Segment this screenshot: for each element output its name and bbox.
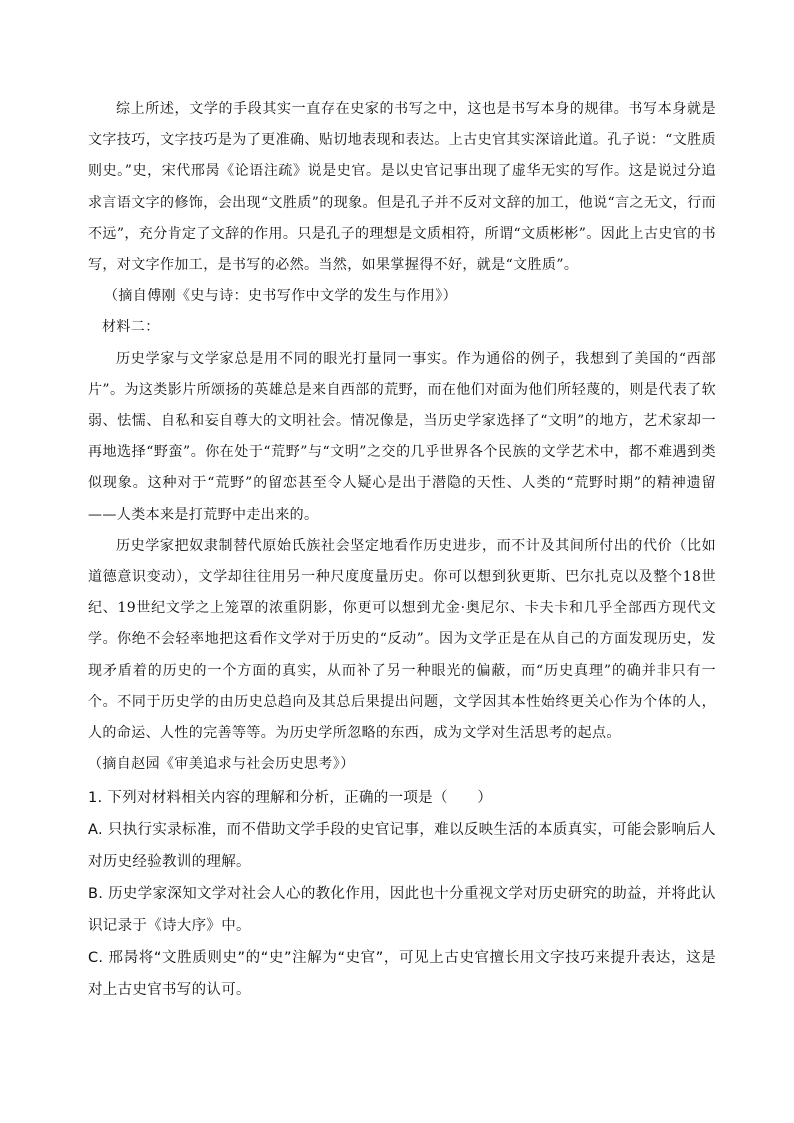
question-1	[88, 782, 716, 1006]
question-1-option-c[interactable]: C. 邢昺将“文胜质则史”的“史”注解为“史官”，可见上古史官擅长用文字技巧来提升表达，这是对上古史官书写的认可。	[88, 950, 716, 999]
question-1-option-a[interactable]: A. 只执行实录标准，而不借助文学手段的史官记事，难以反映生活的本质真实，可能会影响后人对历史经验教训的理解。	[88, 822, 716, 871]
material-two-paragraph-2: 历史学家把奴隶制替代原始氏族社会坚定地看作历史进步，而不计及其间所付出的代价（比如道德意识变动），文学却往往用另一种尺度度量历史。你可以想到狄更斯、巴尔扎克以及整个18世纪、19世纪文学之上笼罩的浓重阴影，你更可以想到尤金·奥尼尔、卡夫卡和几乎全部西方现代文学。你绝不会轻率地把这看作文学对于历史的“反动”。因为文学正是在从自己的方面发现历史，发现矛盾着的历史的一个方面的真实，从而补了另一种眼光的偏蔽，而“历史真理”的确并非只有一个。不同于历史学的由历史总趋向及其总后果提出问题，文学因其本性始终更关心作为个体的人，人的命运、人性的完善等等。为历史学所忽略的东西，成为文学对生活思考的起点。	[88, 537, 716, 742]
document-body	[88, 94, 716, 1006]
question-1-stem: 1. 下列对材料相关内容的理解和分析，正确的一项是（ ）	[88, 790, 493, 807]
material-one-source: （摘自傅刚《史与诗：史书写作中文学的发生与作用》）	[104, 288, 457, 305]
material-two-label: 材料二：	[102, 319, 160, 336]
question-1-option-b[interactable]: B. 历史学家深知文学对社会人心的教化作用，因此也十分重视文学对历史研究的助益，并将此认识记录于《诗大序》中。	[88, 886, 716, 935]
material-two-source: （摘自赵园《审美追求与社会历史思考》）	[88, 756, 355, 773]
material-one-paragraph: 综上所述，文学的手段其实一直存在史家的书写之中，这也是书写本身的规律。书写本身就是文字技巧，文字技巧是为了更准确、贴切地表现和表达。上古史官其实深谙此道。孔子说：“文胜质则史。”史，宋代邢昺《论语注疏》说是史官。是以史官记事出现了虚华无实的写作。这是说过分追求言语文字的修饰，会出现“文胜质”的现象。但是孔子并不反对文辞的加工，他说“言之无文，行而不远”，充分肯定了文辞的作用。只是孔子的理想是文质相符，所谓“文质彬彬”。因此上古史官的书写，对文字作加工，是书写的必然。当然，如果掌握得不好，就是“文胜质”。	[88, 101, 716, 274]
material-two-paragraph-1: 历史学家与文学家总是用不同的眼光打量同一事实。作为通俗的例子，我想到了美国的“西部片”。为这类影片所颂扬的英雄总是来自西部的荒野，而在他们对面为他们所轻蔑的，则是代表了软弱、怯懦、自私和妄自尊大的文明社会。情况像是，当历史学家选择了“文明”的地方，艺术家却一再地选择“野蛮”。你在处于“荒野”与“文明”之交的几乎世界各个民族的文学艺术中，都不难遇到类似现象。这种对于“荒野”的留恋甚至令人疑心是出于潜隐的天性、人类的“荒野时期”的精神遗留——人类本来是打荒野中走出来的。	[88, 350, 716, 523]
